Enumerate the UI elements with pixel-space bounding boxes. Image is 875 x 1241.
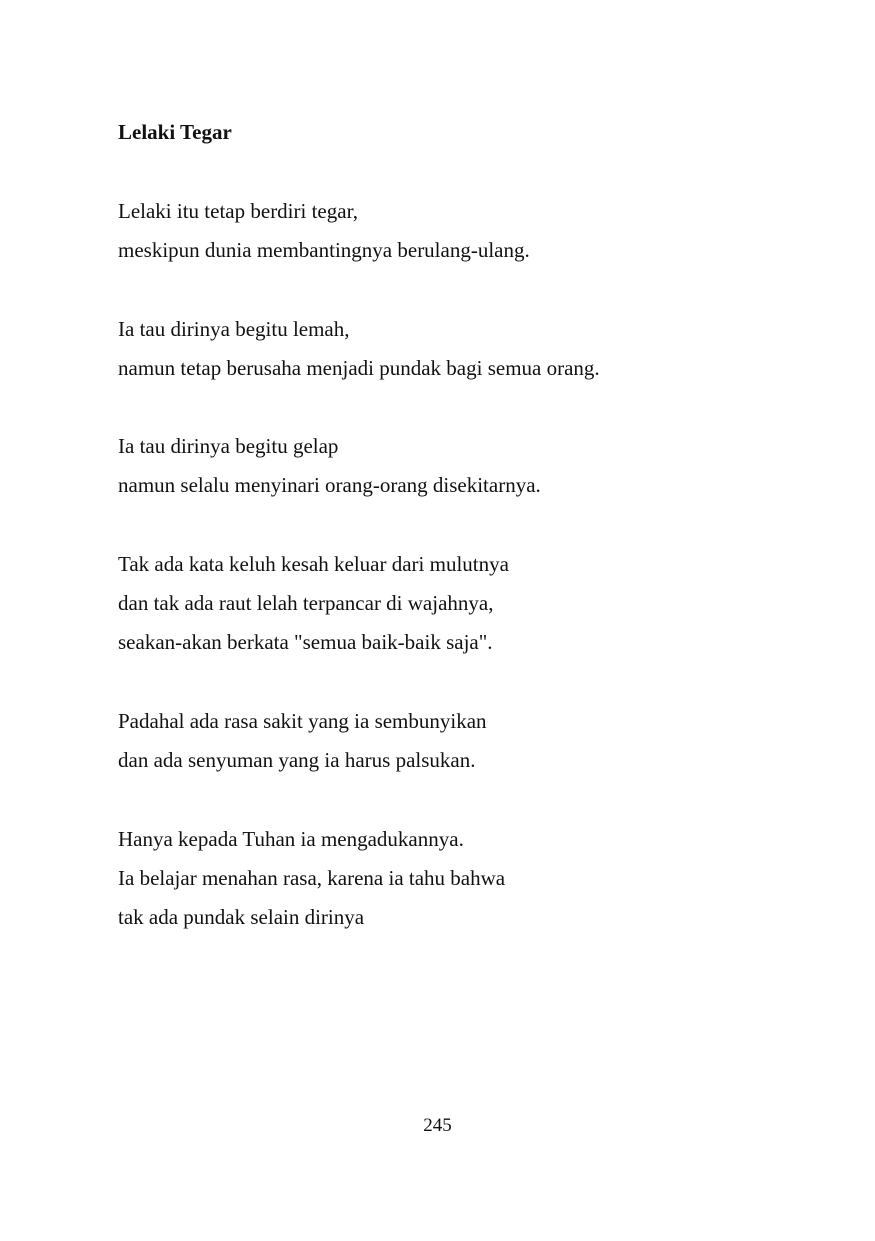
page-number: 245	[423, 1115, 452, 1136]
poem-line: seakan-akan berkata "semua baik-baik saja".	[118, 630, 493, 654]
stanza-3	[118, 427, 541, 505]
stanza-2	[118, 310, 600, 388]
poem-line: tak ada pundak selain dirinya	[118, 905, 365, 929]
poem-line: Ia tau dirinya begitu lemah,	[118, 317, 350, 341]
poem-line: namun selalu menyinari orang-orang disekitarnya.	[118, 473, 541, 497]
poem-line: namun tetap berusaha menjadi pundak bagi semua orang.	[118, 356, 600, 380]
poem-line: Padahal ada rasa sakit yang ia sembunyikan	[118, 709, 487, 733]
poem-line: Hanya kepada Tuhan ia mengadukannya.	[118, 827, 464, 851]
poem-title: Lelaki Tegar	[118, 120, 232, 144]
poem-line: Ia tau dirinya begitu gelap	[118, 434, 339, 458]
poem-line: dan tak ada raut lelah terpancar di wajahnya,	[118, 591, 494, 615]
stanza-4	[118, 545, 509, 662]
stanza-6	[118, 820, 505, 937]
stanza-1	[118, 192, 530, 270]
poem-line: Ia belajar menahan rasa, karena ia tahu bahwa	[118, 866, 506, 890]
poem-line: meskipun dunia membantingnya berulang-ulang.	[118, 238, 530, 262]
poem-line: Tak ada kata keluh kesah keluar dari mulutnya	[118, 552, 509, 576]
stanza-5	[118, 702, 487, 780]
poem-line: Lelaki itu tetap berdiri tegar,	[118, 199, 358, 223]
poem-line: dan ada senyuman yang ia harus palsukan.	[118, 748, 476, 772]
